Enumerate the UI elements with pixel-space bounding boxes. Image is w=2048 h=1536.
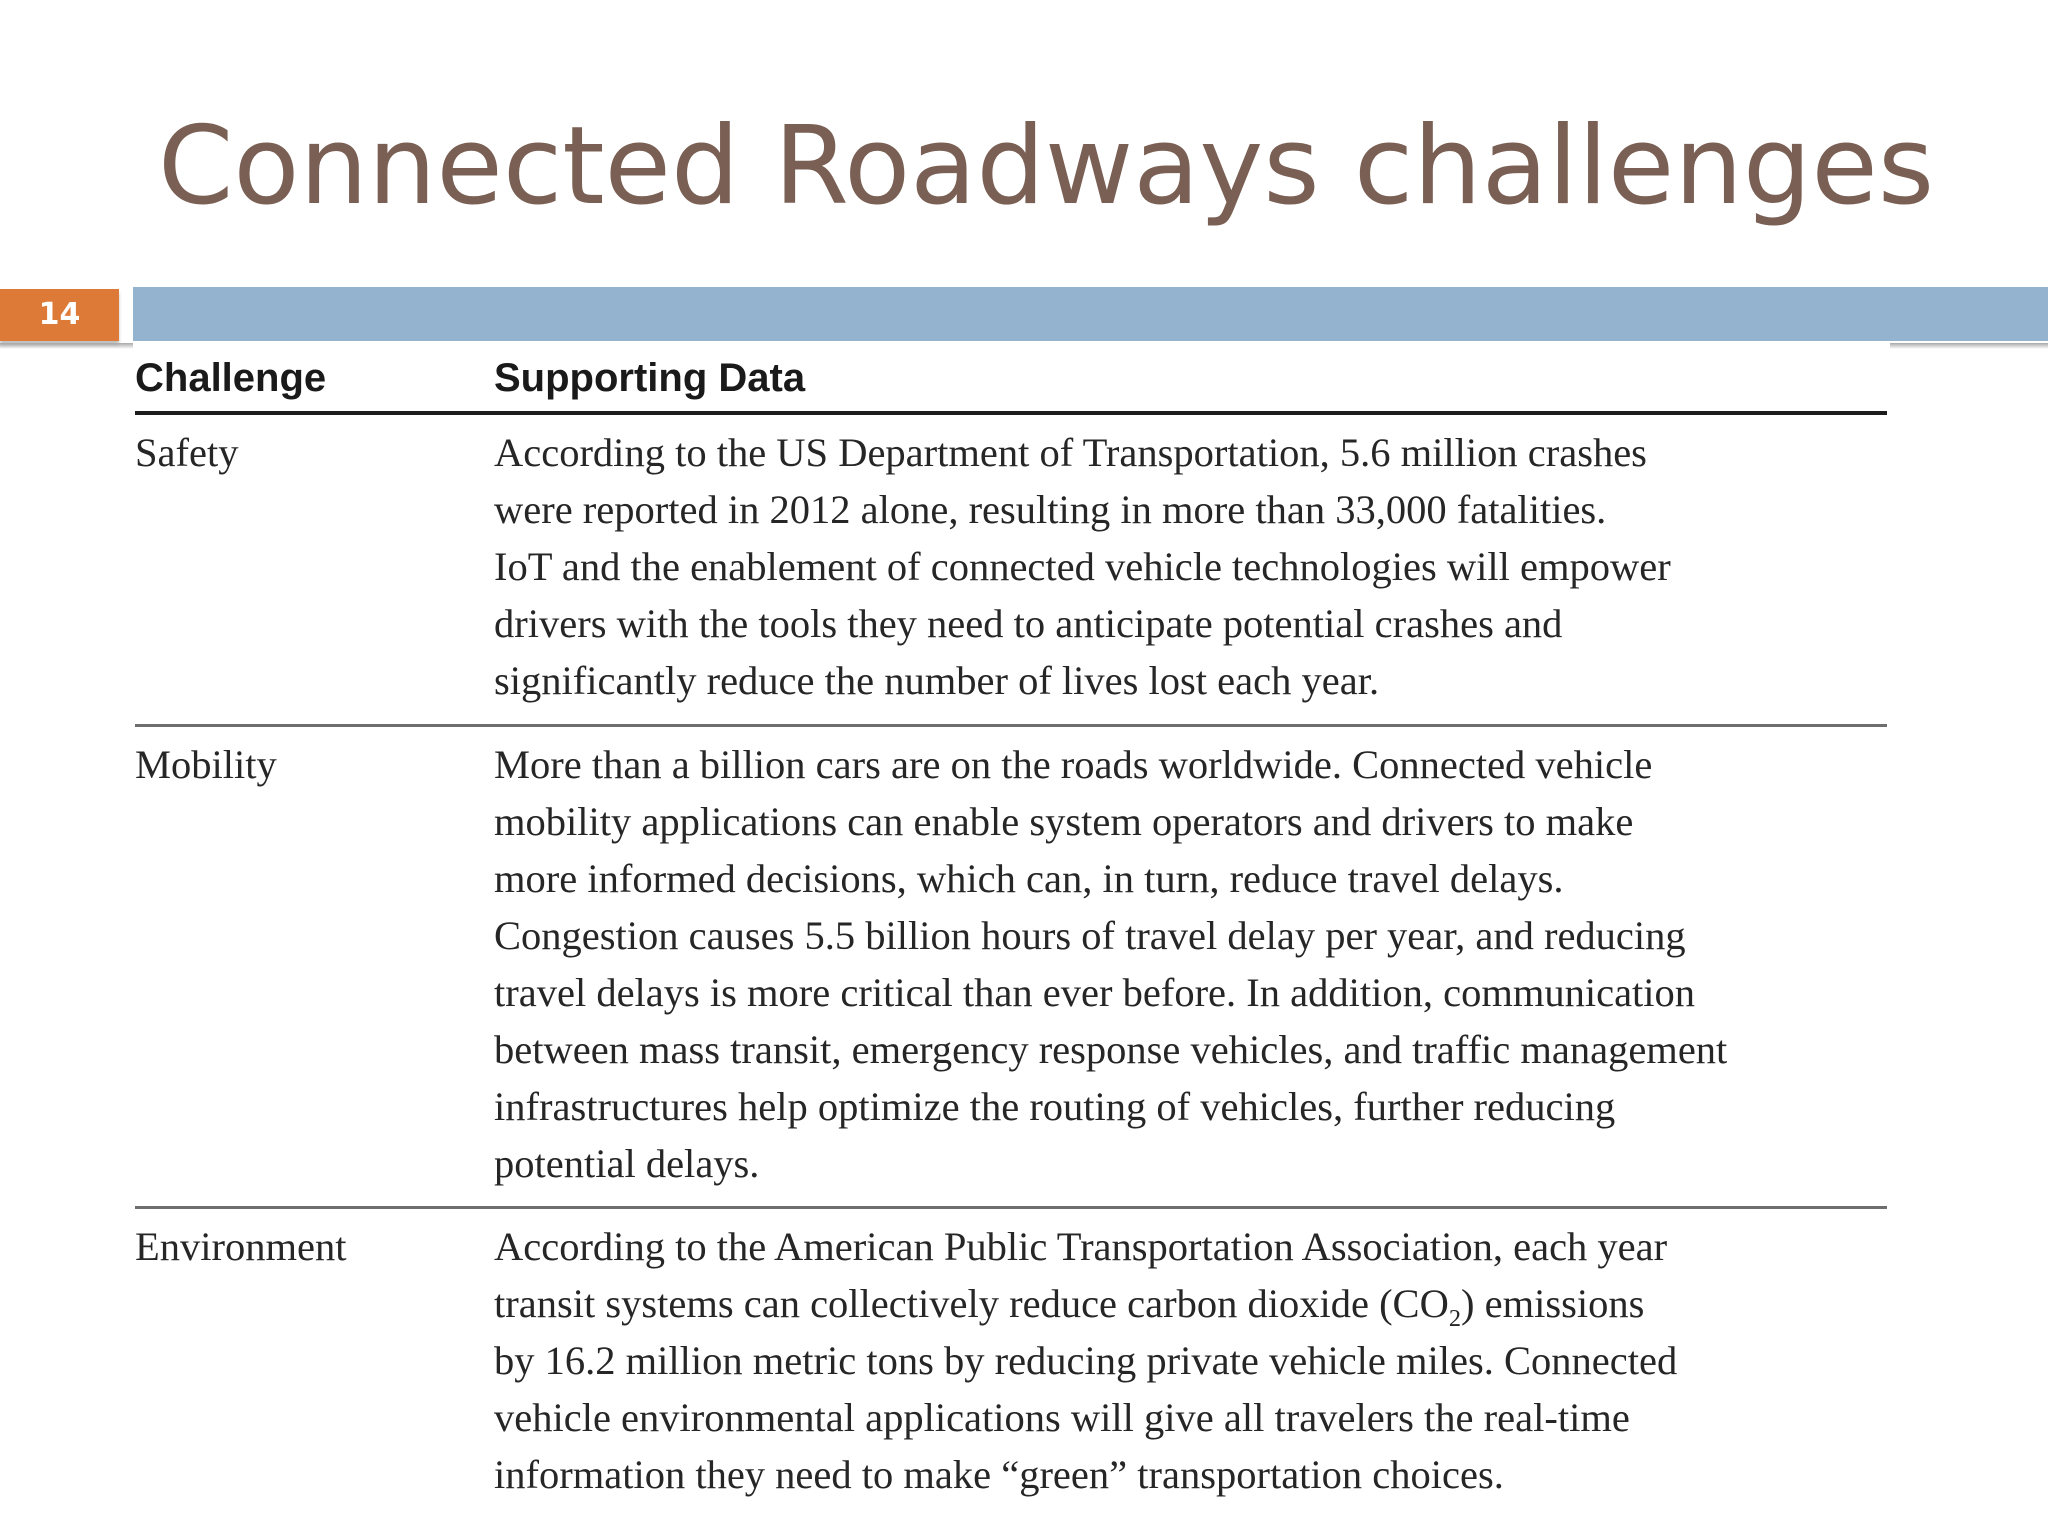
challenges-table xyxy=(135,345,1887,1503)
text-line: between mass transit, emergency response vehicles, and traffic management xyxy=(494,1027,1728,1072)
supporting-data-cell xyxy=(494,415,1887,709)
text-line: vehicle environmental applications will give all travelers the real-time xyxy=(494,1395,1630,1440)
challenge-cell: Mobility xyxy=(135,742,277,787)
challenge-cell: Environment xyxy=(135,1224,347,1269)
column-header-challenge: Challenge xyxy=(135,355,327,400)
text-line: According to the US Department of Transportation, 5.6 million crashes xyxy=(494,430,1647,475)
text-line: significantly reduce the number of lives lost each year. xyxy=(494,658,1380,703)
header-shadow-right xyxy=(1890,343,2048,349)
text-line: were reported in 2012 alone, resulting in more than 33,000 fatalities. xyxy=(494,487,1607,532)
text-line: by 16.2 million metric tons by reducing private vehicle miles. Connected xyxy=(494,1338,1678,1383)
text-fragment: transit systems can collectively reduce carbon dioxide (CO xyxy=(494,1281,1449,1326)
text-line: information they need to make “green” transportation choices. xyxy=(494,1452,1504,1497)
challenge-cell: Safety xyxy=(135,430,239,475)
text-line: According to the American Public Transportation Association, each year xyxy=(494,1224,1668,1269)
text-line: Congestion causes 5.5 billion hours of travel delay per year, and reducing xyxy=(494,913,1686,958)
page-number-badge: 14 xyxy=(0,289,119,341)
column-header-supporting-data: Supporting Data xyxy=(494,355,806,400)
table-row-environment xyxy=(135,1209,1887,1503)
supporting-data-cell xyxy=(494,1209,1887,1503)
text-line: IoT and the enablement of connected vehicle technologies will empower xyxy=(494,544,1671,589)
text-line: More than a billion cars are on the roads worldwide. Connected vehicle xyxy=(494,742,1653,787)
text-line: potential delays. xyxy=(494,1141,760,1186)
text-line: travel delays is more critical than ever before. In addition, communication xyxy=(494,970,1696,1015)
text-fragment: ) emissions xyxy=(1460,1281,1645,1326)
text-line: drivers with the tools they need to anticipate potential crashes and xyxy=(494,601,1563,646)
table-header-row xyxy=(135,345,1887,415)
table-row-safety xyxy=(135,415,1887,709)
header-accent-bar xyxy=(133,287,2048,341)
supporting-data-cell xyxy=(494,727,1887,1192)
slide-title: Connected Roadways challenges xyxy=(158,104,1935,229)
text-line-co2 xyxy=(494,1275,1887,1332)
text-line: mobility applications can enable system operators and drivers to make xyxy=(494,799,1634,844)
header-shadow-left xyxy=(0,343,133,349)
subscript-2: 2 xyxy=(1448,1305,1461,1333)
table-row-mobility xyxy=(135,727,1887,1192)
text-line: more informed decisions, which can, in turn, reduce travel delays. xyxy=(494,856,1564,901)
text-line: infrastructures help optimize the routing of vehicles, further reducing xyxy=(494,1084,1616,1129)
